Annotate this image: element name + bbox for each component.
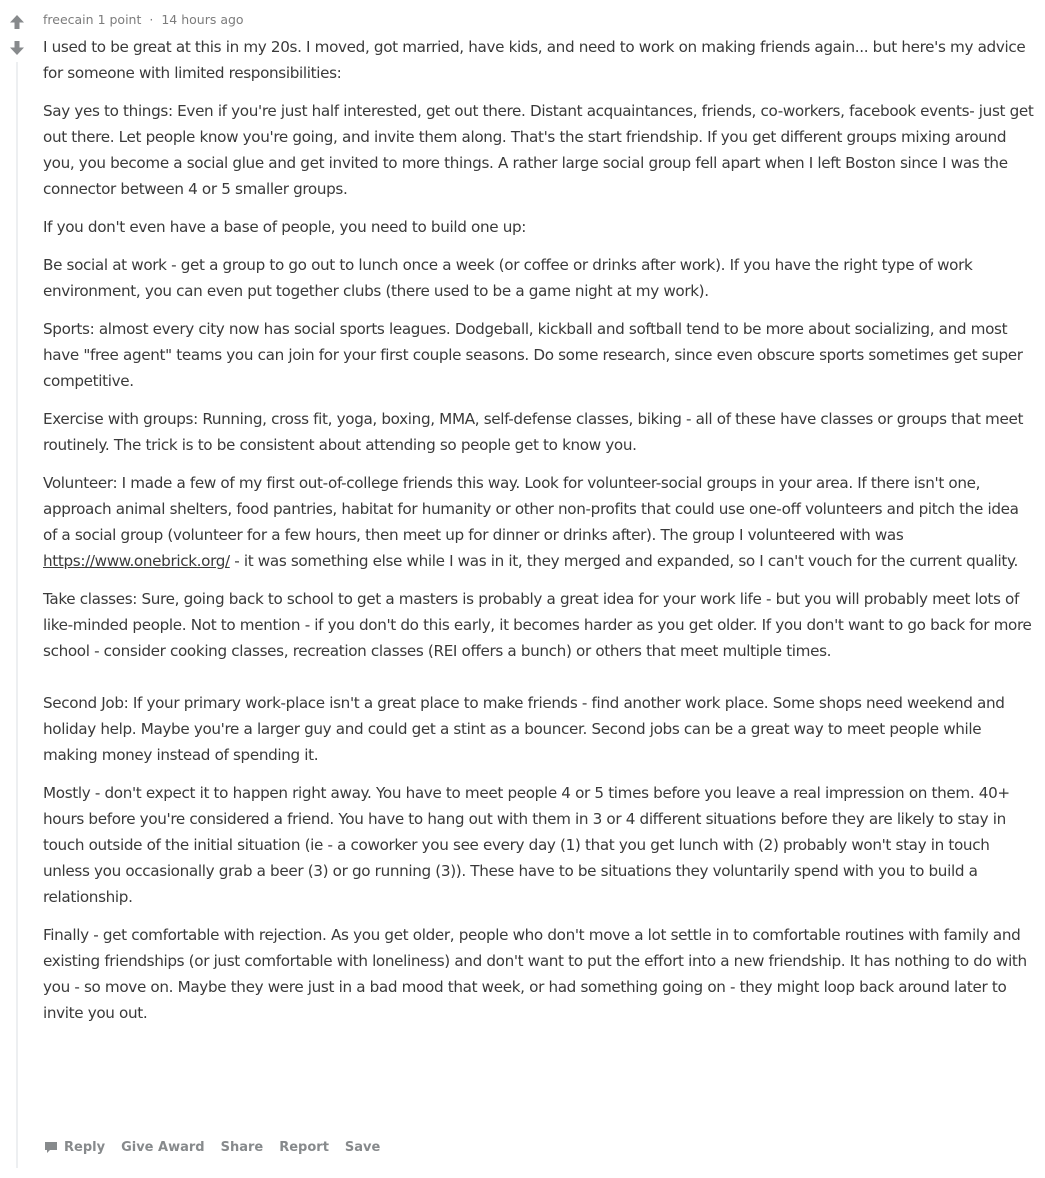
comment-score: 1 point: [97, 12, 142, 27]
comment-time[interactable]: 14 hours ago: [161, 12, 244, 27]
report-button[interactable]: [279, 1140, 329, 1155]
comment-paragraph-volunteer: [43, 470, 1035, 574]
save-label: Save: [344, 1139, 381, 1155]
comment-paragraph: Finally - get comfortable with rejection. As you get older, people who don't move a lot settle in to comfortable routines with family and existing friendships (or just comfortable with loneliness) and don't want to put the effort into a new friendship. It has nothing to do with you - so move on. Maybe they were just in a bad mood that week, or had something going on - they might loop back around later to invite you out.: [43, 926, 1027, 1022]
thread-line[interactable]: [16, 62, 18, 1168]
vote-column: [0, 0, 36, 1178]
comment-actions: [43, 1136, 396, 1158]
comment-bubble-icon: [43, 1139, 59, 1155]
reply-button[interactable]: [43, 1139, 105, 1155]
give-award-button[interactable]: [121, 1140, 205, 1155]
volunteer-text-before: Volunteer: I made a few of my first out-of-college friends this way. Look for volunteer-social groups in your area. If there isn't one, approach animal shelters, food pantries, habitat for humanity or other non-profits that could use one-off volunteers and pitch the idea of a social group (volunteer for a few hours, then meet up for dinner or drinks after). The group I volunteered with was: [43, 474, 1019, 544]
upvote-arrow-icon[interactable]: [8, 13, 26, 31]
comment-author[interactable]: freecain: [43, 12, 94, 27]
downvote-arrow-icon[interactable]: [8, 39, 26, 57]
comment-paragraph: If you don't even have a base of people, you need to build one up:: [43, 218, 527, 236]
comment-paragraph: Sports: almost every city now has social sports leagues. Dodgeball, kickball and softball tend to be more about socializing, and most have "free agent" teams you can join for your first couple seasons. Do some research, since even obscure sports sometimes get super competitive.: [43, 320, 1023, 390]
meta-separator: ·: [149, 12, 154, 27]
share-label: Share: [220, 1139, 264, 1155]
comment-paragraph: Be social at work - get a group to go out to lunch once a week (or coffee or drinks after work). If you have the right type of work environment, you can even put together clubs (there used to be a game night at my work).: [43, 256, 973, 300]
comment-paragraph: Say yes to things: Even if you're just half interested, get out there. Distant acquaintances, friends, co-workers, facebook events- just get out there. Let people know you're going, and invite them along. That's the start friendship. If you get different groups mixing around you, you become a social glue and get invited to more things. A rather large social group fell apart when I left Boston since I was the connector between 4 or 5 smaller groups.: [43, 102, 1034, 198]
reply-label: Reply: [64, 1139, 106, 1155]
comment-paragraph: Take classes: Sure, going back to school to get a masters is probably a great idea for your work life - but you will probably meet lots of like-minded people. Not to mention - if you don't do this early, it becomes harder as you get older. If you don't want to go back for more school - consider cooking classes, recreation classes (REI offers a bunch) or others that meet multiple times.: [43, 590, 1032, 660]
onebrick-link[interactable]: https://www.onebrick.org/: [43, 552, 230, 570]
share-button[interactable]: [221, 1140, 264, 1155]
comment-meta: [43, 11, 244, 29]
comment-paragraph: I used to be great at this in my 20s. I moved, got married, have kids, and need to work on making friends again... but here's my advice for someone with limited responsibilities:: [43, 38, 1026, 82]
comment-paragraph: Mostly - don't expect it to happen right away. You have to meet people 4 or 5 times before you leave a real impression on them. 40+ hours before you're considered a friend. You have to hang out with them in 3 or 4 different situations before they are likely to stay in touch outside of the initial situation (ie - a coworker you see every day (1) that you get lunch with (2) probably won't stay in touch unless you occasionally grab a beer (3) or go running (3)). These have to be situations they voluntarily spend with you to build a relationship.: [43, 784, 1010, 906]
comment-paragraph: Second Job: If your primary work-place isn't a great place to make friends - find another work place. Some shops need weekend and holiday help. Maybe you're a larger guy and could get a stint as a bouncer. Second jobs can be a great way to meet people while making money instead of spending it.: [43, 694, 1005, 764]
report-label: Report: [279, 1139, 329, 1155]
save-button[interactable]: [345, 1140, 380, 1155]
comment-paragraph: Exercise with groups: Running, cross fit, yoga, boxing, MMA, self-defense classes, biking - all of these have classes or groups that meet routinely. The trick is to be consistent about attending so people get to know you.: [43, 410, 1024, 454]
give-award-label: Give Award: [121, 1139, 205, 1155]
volunteer-text-after: - it was something else while I was in it, they merged and expanded, so I can't vouch for the current quality.: [229, 552, 1018, 570]
comment-body: [43, 34, 1035, 1038]
